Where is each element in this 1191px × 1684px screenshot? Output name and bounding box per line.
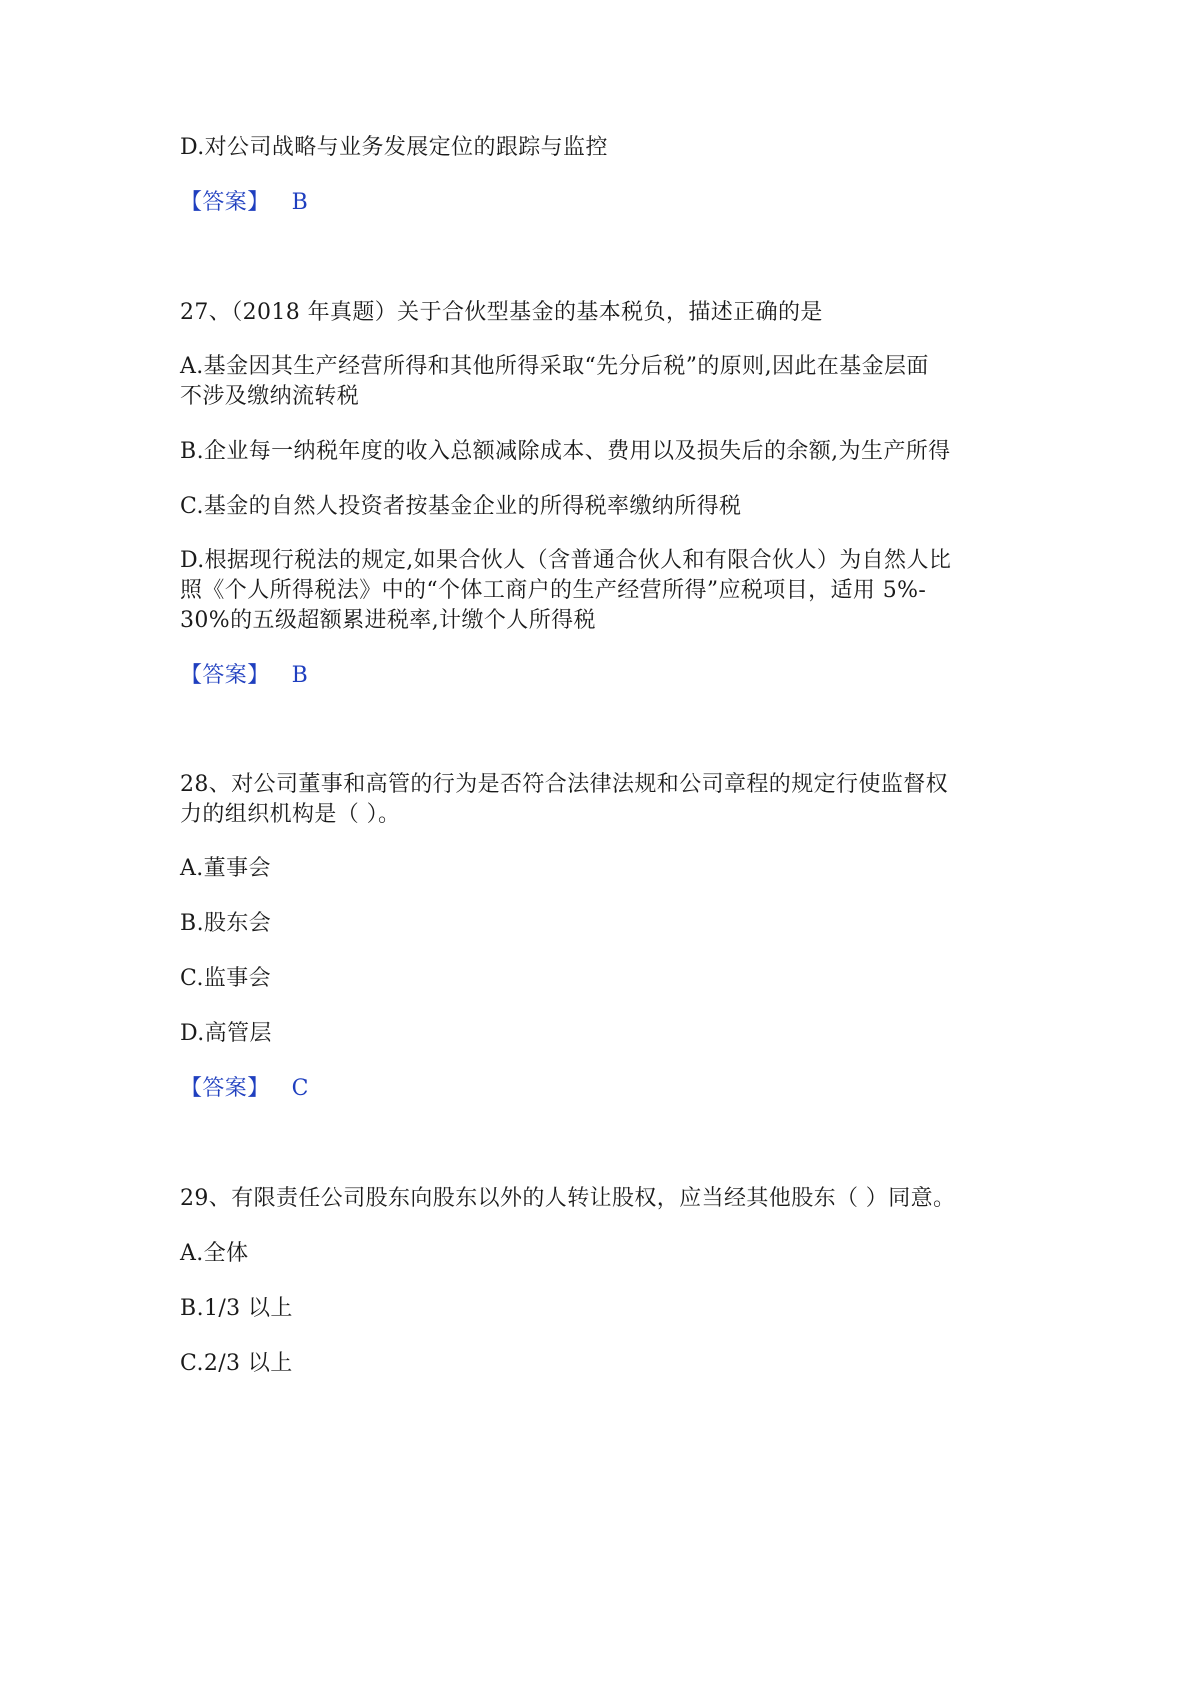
q27-option-b: B.企业每一纳税年度的收入总额减除成本、费用以及损失后的余额,为生产所得: [180, 439, 951, 464]
q29-option-b: B.1/3 以上: [180, 1296, 293, 1321]
q28-option-b: B.股东会: [180, 911, 272, 936]
q28-answer: [180, 1074, 1020, 1104]
q27-option-a-line2: 不涉及缴纳流转税: [180, 384, 360, 409]
q27-option-c: C.基金的自然人投资者按基金企业的所得税率缴纳所得税: [180, 494, 742, 519]
q28-option-c: C.监事会: [180, 966, 272, 991]
q29-option-c: C.2/3 以上: [180, 1351, 293, 1376]
q27-option-d-line1: D.根据现行税法的规定,如果合伙人（含普通合伙人和有限合伙人）为自然人比: [180, 548, 952, 573]
answer-value: C: [291, 1076, 309, 1101]
q29-option-a: A.全体: [180, 1241, 249, 1266]
answer-value: B: [291, 190, 309, 215]
answer-label: 【答案】: [180, 1076, 270, 1101]
answer-label: 【答案】: [180, 663, 270, 688]
q28-stem-line2: 力的组织机构是（ ）。: [180, 802, 401, 827]
q28-option-d: D.高管层: [180, 1021, 272, 1046]
q27-option-a-line1: A.基金因其生产经营所得和其他所得采取“先分后税”的原则,因此在基金层面: [180, 354, 929, 379]
q29-stem: 29、有限责任公司股东向股东以外的人转让股权，应当经其他股东（ ）同意。: [180, 1186, 956, 1211]
q27-option-d-line2: 照《个人所得税法》中的“个体工商户的生产经营所得”应税项目，适用 5%-: [180, 578, 927, 603]
answer-label: 【答案】: [180, 190, 270, 215]
q28-stem-line1: 28、对公司董事和高管的行为是否符合法律法规和公司章程的规定行使监督权: [180, 772, 948, 797]
q28-option-a: A.董事会: [180, 856, 271, 881]
q27-answer: [180, 661, 1020, 691]
q27-stem: 27、（2018 年真题）关于合伙型基金的基本税负，描述正确的是: [180, 300, 823, 325]
q26-answer: [180, 188, 1020, 218]
q27-option-d-line3: 30%的五级超额累进税率,计缴个人所得税: [180, 608, 596, 633]
answer-value: B: [291, 663, 309, 688]
q26-option-d: D.对公司战略与业务发展定位的跟踪与监控: [180, 135, 608, 160]
